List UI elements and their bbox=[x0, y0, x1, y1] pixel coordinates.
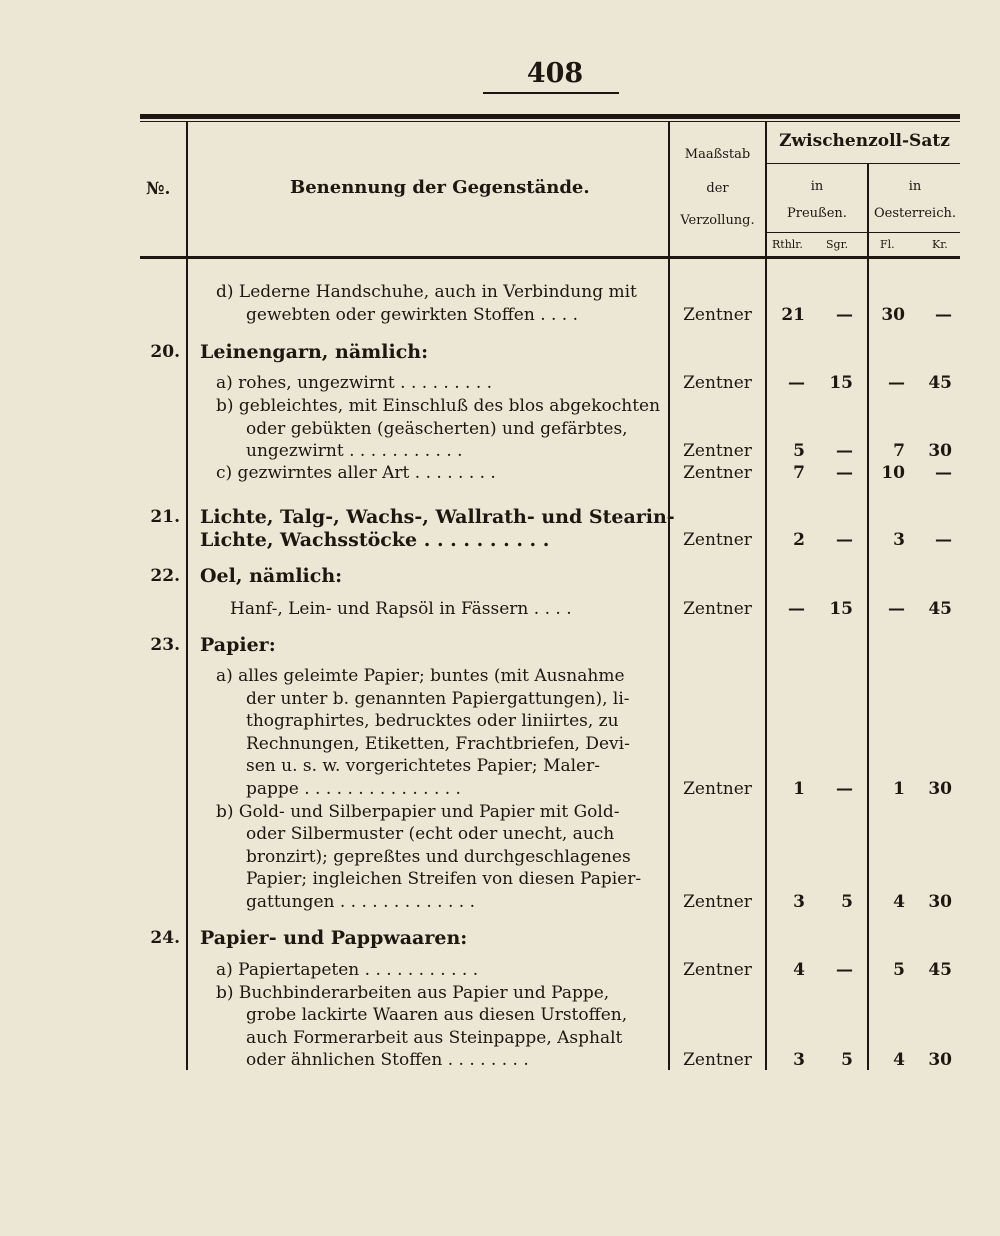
row-sgr: — bbox=[836, 960, 853, 980]
row-kr: 45 bbox=[928, 373, 952, 393]
header-unit-sgr: Sgr. bbox=[826, 238, 849, 251]
row-heading: Papier: bbox=[200, 634, 276, 656]
row-number: 22. bbox=[150, 566, 180, 586]
row-measure: Zentner bbox=[683, 1050, 752, 1070]
row-kr: 30 bbox=[928, 1050, 952, 1070]
row-kr: 30 bbox=[928, 779, 952, 799]
row-rthlr: 3 bbox=[793, 892, 805, 912]
row-text: thographirtes, bedrucktes oder liniirtes, zu bbox=[246, 711, 619, 731]
row-text: d) Lederne Handschuhe, auch in Verbindung mit bbox=[216, 282, 637, 302]
row-measure: Zentner bbox=[683, 892, 752, 912]
row-rthlr: 1 bbox=[793, 779, 805, 799]
row-sgr: 15 bbox=[829, 599, 853, 619]
header-rate: Zwischenzoll-Satz bbox=[779, 131, 950, 151]
row-rthlr: 7 bbox=[793, 463, 805, 483]
row-kr: 45 bbox=[928, 599, 952, 619]
row-heading: Papier- und Pappwaaren: bbox=[200, 927, 468, 949]
row-kr: — bbox=[935, 530, 952, 550]
row-text: b) Gold- und Silberpapier und Papier mit Gold- bbox=[216, 802, 620, 822]
column-rule-rate bbox=[765, 122, 767, 1070]
row-sgr: 5 bbox=[841, 892, 853, 912]
row-text: a) rohes, ungezwirnt . . . . . . . . . bbox=[216, 373, 493, 393]
row-text: b) gebleichtes, mit Einschluß des blos abgekochten bbox=[216, 396, 661, 416]
row-kr: 30 bbox=[928, 441, 952, 461]
row-fl: 7 bbox=[893, 441, 905, 461]
row-text: a) Papiertapeten . . . . . . . . . . . bbox=[216, 960, 479, 980]
row-rthlr: 2 bbox=[793, 530, 805, 550]
row-sgr: 15 bbox=[829, 373, 853, 393]
row-rthlr: 21 bbox=[781, 305, 805, 325]
row-heading: Lichte, Talg-, Wachs-, Wallrath- und Stearin- bbox=[200, 506, 675, 528]
row-sgr: — bbox=[836, 530, 853, 550]
column-rule-measure bbox=[668, 122, 670, 1070]
header-prussia-line-2: Preußen. bbox=[787, 206, 847, 221]
row-text: sen u. s. w. vorgerichtetes Papier; Maler- bbox=[246, 756, 600, 776]
row-number: 21. bbox=[150, 507, 180, 527]
row-measure: Zentner bbox=[683, 305, 752, 325]
row-rthlr: — bbox=[788, 599, 805, 619]
row-measure: Zentner bbox=[683, 373, 752, 393]
row-text: gattungen . . . . . . . . . . . . . bbox=[246, 892, 475, 912]
row-rthlr: — bbox=[788, 373, 805, 393]
row-sgr: — bbox=[836, 305, 853, 325]
row-sgr: — bbox=[836, 463, 853, 483]
row-kr: 45 bbox=[928, 960, 952, 980]
row-measure: Zentner bbox=[683, 599, 752, 619]
header-unit-kr: Kr. bbox=[932, 238, 948, 251]
row-kr: 30 bbox=[928, 892, 952, 912]
header-bottom-rule bbox=[140, 256, 960, 259]
row-rthlr: 5 bbox=[793, 441, 805, 461]
row-rthlr: 4 bbox=[793, 960, 805, 980]
row-number: 20. bbox=[150, 342, 180, 362]
row-measure: Zentner bbox=[683, 441, 752, 461]
row-fl: 30 bbox=[881, 305, 905, 325]
unit-row-divider bbox=[765, 232, 960, 233]
header-measure-line-1: Maaßstab bbox=[684, 147, 751, 162]
row-fl: — bbox=[888, 599, 905, 619]
row-text: oder gebükten (geäscherten) und gefärbtes, bbox=[246, 419, 628, 439]
row-number: 23. bbox=[150, 635, 180, 655]
row-heading: Leinengarn, nämlich: bbox=[200, 341, 429, 363]
header-austria-line-1: in bbox=[908, 179, 922, 194]
header-unit-rthlr: Rthlr. bbox=[772, 238, 803, 251]
table-top-rule-thin bbox=[140, 121, 960, 122]
header-measure-line-2: der bbox=[706, 181, 729, 196]
row-text: c) gezwirntes aller Art . . . . . . . . bbox=[216, 463, 496, 483]
header-austria-line-2: Oesterreich. bbox=[873, 206, 956, 221]
row-text: auch Formerarbeit aus Steinpappe, Asphalt bbox=[246, 1028, 623, 1048]
row-sgr: 5 bbox=[841, 1050, 853, 1070]
row-fl: 4 bbox=[893, 892, 905, 912]
rate-header-divider bbox=[765, 163, 960, 164]
page-number-rule bbox=[483, 92, 619, 94]
row-measure: Zentner bbox=[683, 463, 752, 483]
row-fl: 3 bbox=[893, 530, 905, 550]
header-prussia-line-1: in bbox=[810, 179, 824, 194]
row-fl: 5 bbox=[893, 960, 905, 980]
row-measure: Zentner bbox=[683, 960, 752, 980]
column-rule-number bbox=[186, 122, 188, 1070]
row-kr: — bbox=[935, 305, 952, 325]
row-kr: — bbox=[935, 463, 952, 483]
row-text: gewebten oder gewirkten Stoffen . . . . bbox=[246, 305, 579, 325]
row-text: Rechnungen, Etiketten, Frachtbriefen, Devi- bbox=[246, 734, 630, 754]
header-unit-fl: Fl. bbox=[880, 238, 895, 251]
row-text: oder ähnlichen Stoffen . . . . . . . . bbox=[246, 1050, 529, 1070]
row-fl: 1 bbox=[893, 779, 905, 799]
row-text: oder Silbermuster (echt oder unecht, auch bbox=[246, 824, 615, 844]
row-text: Lichte, Wachsstöcke . . . . . . . . . . bbox=[200, 529, 550, 551]
row-text: Hanf-, Lein- und Rapsöl in Fässern . . . . bbox=[230, 599, 572, 619]
header-designation: Benennung der Gegenstände. bbox=[290, 177, 590, 198]
row-heading: Oel, nämlich: bbox=[200, 565, 343, 587]
row-text: ungezwirnt . . . . . . . . . . . bbox=[246, 441, 463, 461]
row-text: bronzirt); gepreßtes und durchgeschlagenes bbox=[246, 847, 631, 867]
row-fl: 10 bbox=[881, 463, 905, 483]
table-top-rule bbox=[140, 114, 960, 119]
row-text: a) alles geleimte Papier; buntes (mit Ausnahme bbox=[216, 666, 625, 686]
row-sgr: — bbox=[836, 779, 853, 799]
row-sgr: — bbox=[836, 441, 853, 461]
row-number: 24. bbox=[150, 928, 180, 948]
row-text: Papier; ingleichen Streifen von diesen Papier- bbox=[246, 869, 642, 889]
header-measure-line-3: Verzollung. bbox=[680, 213, 755, 228]
row-fl: — bbox=[888, 373, 905, 393]
page-number: 408 bbox=[526, 58, 584, 89]
row-rthlr: 3 bbox=[793, 1050, 805, 1070]
row-text: b) Buchbinderarbeiten aus Papier und Pappe, bbox=[216, 983, 610, 1003]
row-text: grobe lackirte Waaren aus diesen Urstoffen, bbox=[246, 1005, 628, 1025]
header-number: №. bbox=[146, 179, 171, 199]
row-measure: Zentner bbox=[683, 779, 752, 799]
row-fl: 4 bbox=[893, 1050, 905, 1070]
row-text: der unter b. genannten Papiergattungen), li- bbox=[246, 689, 630, 709]
row-text: pappe . . . . . . . . . . . . . . . bbox=[246, 779, 461, 799]
row-measure: Zentner bbox=[683, 530, 752, 550]
